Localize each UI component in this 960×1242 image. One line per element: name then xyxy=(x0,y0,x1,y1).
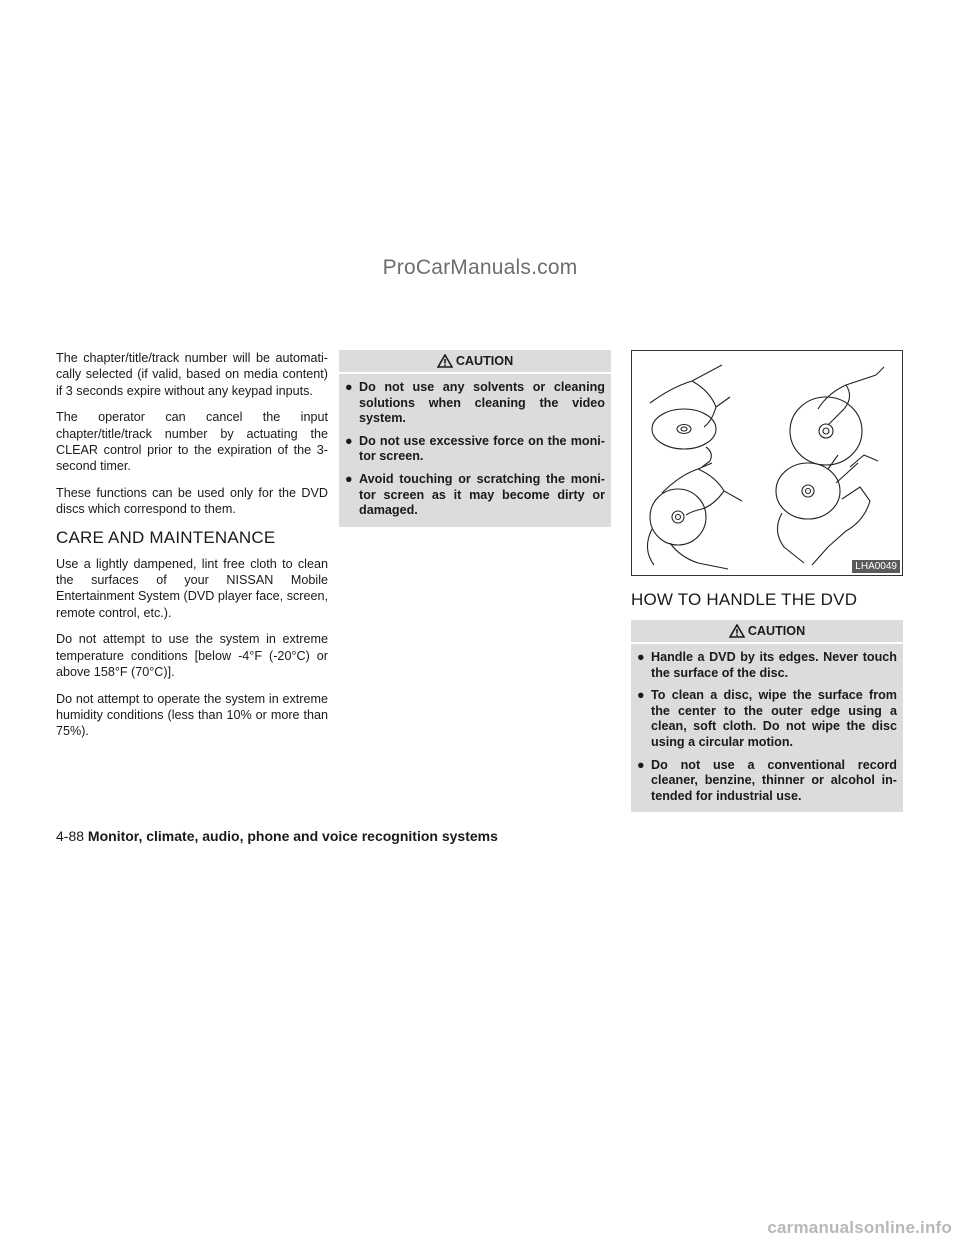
column-right xyxy=(631,350,903,812)
caution-box-dvd-handling xyxy=(631,620,903,812)
page-footer xyxy=(56,828,498,844)
caution-item: ● Handle a DVD by its edges. Never touch the surface of the disc. xyxy=(637,650,897,680)
caution-list xyxy=(339,372,611,527)
caution-list xyxy=(631,642,903,812)
bullet-icon: ● xyxy=(637,688,645,703)
caution-title: CAUTION xyxy=(747,624,806,638)
caution-header xyxy=(339,350,611,372)
paragraph-cleaning: Use a lightly dampened, lint free cloth to clean the surfaces of your NISSAN Mobile Entertainment System (DVD player face, screen, remote control, etc.). xyxy=(56,556,328,620)
dvd-handling-drawing xyxy=(632,351,902,575)
bullet-icon: ● xyxy=(345,380,353,394)
heading-handle-dvd: HOW TO HANDLE THE DVD xyxy=(631,590,858,609)
caution-item: ● To clean a disc, wipe the surface from the center to the outer edge using a clean, soft cloth. Do not wipe the disc using a circular motion. xyxy=(637,688,897,749)
column-left xyxy=(56,350,328,750)
heading-care-maintenance: CARE AND MAINTENANCE xyxy=(56,527,276,547)
paragraph-dvd-functions: These functions can be used only for the DVD discs which correspond to them. xyxy=(56,485,328,517)
bullet-icon: ● xyxy=(345,471,353,486)
caution-item: ● Avoid touching or scratching the moni-tor screen as it may become dirty or damaged. xyxy=(345,471,605,518)
watermark-carmanualsonline: carmanualsonline.info xyxy=(767,1218,952,1237)
caution-box-video-system xyxy=(339,350,611,527)
paragraph-auto-select: The chapter/title/track number will be automati-cally selected (if valid, based on media content) if 3 seconds expire without any keypad inputs. xyxy=(56,351,328,398)
figure-code-label: LHA0049 xyxy=(852,560,900,573)
watermark-procarmanuals: ProCarManuals.com xyxy=(382,256,578,279)
column-middle xyxy=(339,350,611,527)
paragraph-humidity: Do not attempt to operate the system in extreme humidity conditions (less than 10% or more than 75%). xyxy=(56,691,328,739)
paragraph-cancel-input: The operator can cancel the input chapter/title/track number by actuating the CLEAR control prior to the expiration of the 3-second timer. xyxy=(56,410,328,474)
paragraph-temperature: Do not attempt to use the system in extreme temperature conditions [below -4°F (-20°C) or above 158°F (70°C)]. xyxy=(56,632,328,680)
bullet-icon: ● xyxy=(637,757,645,772)
bullet-icon: ● xyxy=(637,650,645,664)
caution-item: ● Do not use any solvents or cleaning solutions when cleaning the video system. xyxy=(345,380,605,426)
section-title: Monitor, climate, audio, phone and voice recognition systems xyxy=(87,828,498,844)
page-number: 4-88 xyxy=(56,828,85,844)
caution-item: ● Do not use a conventional record cleaner, benzine, thinner or alcohol in-tended for industrial use. xyxy=(637,757,897,803)
dvd-handling-illustration xyxy=(631,350,903,576)
warning-triangle-icon xyxy=(729,624,745,638)
caution-item: ● Do not use excessive force on the moni-tor screen. xyxy=(345,433,605,464)
bullet-icon: ● xyxy=(345,433,353,448)
caution-title: CAUTION xyxy=(455,354,514,368)
caution-header xyxy=(631,620,903,642)
warning-triangle-icon xyxy=(437,354,453,368)
